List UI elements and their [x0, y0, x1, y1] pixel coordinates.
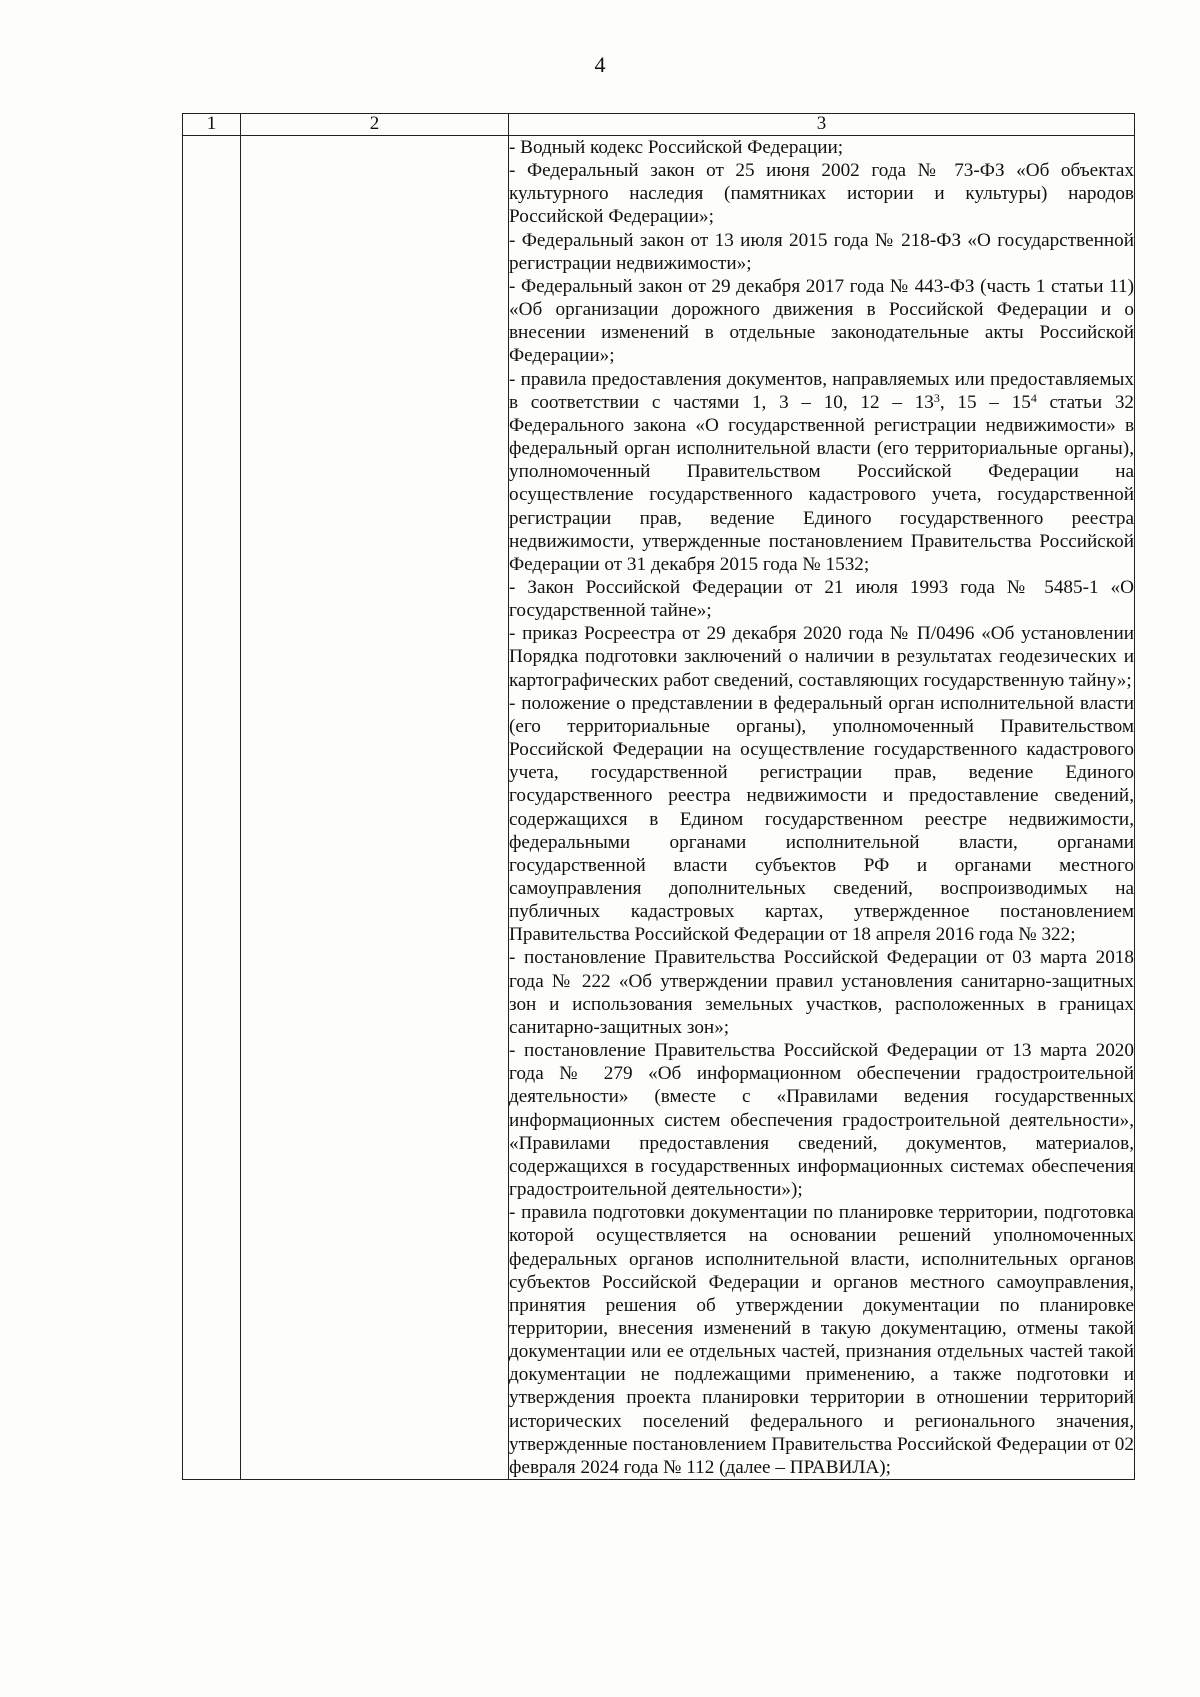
list-item-regulation-322: - положение о представлении в федеральный орган исполнительной власти (его территориальные органы), уполномоченный Правительством Российской Федерации на осуществление государственного кадастрового учета, государственной регистрации прав, ведение Единого государственного реестра недвижимости и предоставление сведений, содержащихся в Едином государственном реестре недвижимости, федеральными органами исполнительной власти, органами государственной власти субъектов РФ и органами местного самоуправления дополнительных сведений, воспроизводимых на публичных кадастровых картах, утвержденное постановлением Правительства Российской Федерации от 18 апреля 2016 года № 322; [509, 692, 1134, 946]
table-cell-col3 [509, 136, 1135, 1480]
table-row [183, 136, 1135, 1480]
legal-basis-table [182, 113, 1135, 1480]
list-item-law-73fz: - Федеральный закон от 25 июня 2002 года № 73-ФЗ «Об объектах культурного наследия (памятниках истории и культуры) народов Российской Федерации»; [509, 160, 1134, 228]
list-item-text: статьи 32 Федерального закона «О государственной регистрации недвижимости» в федеральный орган исполнительной власти (его территориальные органы), уполномоченный Правительством Российской Федерации на осуществление государственного кадастрового учета, государственной регистрации прав, ведение Единого государственного реестра недвижимости, утвержденные постановлением Правительства Российской Федерации от 31 декабря 2015 года № 1532; [509, 391, 1135, 575]
list-item-text: - правила предоставления документов, направляемых или предоставляемых в соответствии с частями 1, 3 – 10, 12 – 13 [509, 368, 1134, 413]
list-item-resolution-222: - постановление Правительства Российской Федерации от 03 марта 2018 года № 222 «Об утверждении правил установления санитарно-защитных зон и использования земельных участков, расположенных в границах санитарно-защитных зон»; [509, 947, 1134, 1038]
column-header-2: 2 [241, 114, 509, 136]
table-header-row [183, 114, 1135, 136]
superscript: 3 [933, 390, 940, 405]
list-item-water-code: - Водный кодекс Российской Федерации; [509, 137, 844, 158]
list-item-rules-document-submission [509, 368, 1134, 576]
list-item-text: , 15 – 15 [939, 391, 1031, 413]
list-item-rules-planning-documentation: - правила подготовки документации по планировке территории, подготовка которой осуществляется на основании решений уполномоченных федеральных органов исполнительной власти, исполнительных органов субъектов Российской Федерации и органов местного самоуправления, принятия решения об утверждении документации по планировке территории, внесения изменений в такую документацию, отмены такой документации или ее отдельных частей, признания отдельных частей такой документации не подлежащими применению, а также подготовки и утверждения проекта планировки территории в отношении территорий исторических поселений федерального и регионального значения, утвержденные постановлением Правительства Российской Федерации от 02 февраля 2024 года № 112 (далее – ПРАВИЛА); [509, 1202, 1134, 1478]
list-item-rosreestr-order: - приказ Росреестра от 29 декабря 2020 года № П/0496 «Об установлении Порядка подготовки заключений о наличии в результатах геодезических и картографических работ сведений, составляющих государственную тайну»; [509, 623, 1134, 691]
page-number: 4 [594, 52, 606, 77]
superscript: 4 [1030, 390, 1037, 405]
column-header-1: 1 [183, 114, 241, 136]
table-cell-col1 [183, 136, 241, 1480]
list-item-law-443fz: - Федеральный закон от 29 декабря 2017 года № 443-ФЗ (часть 1 статьи 11) «Об организации дорожного движения в Российской Федерации и о внесении изменений в отдельные законодательные акты Российской Федерации»; [509, 275, 1134, 367]
list-item-resolution-279: - постановление Правительства Российской Федерации от 13 марта 2020 года № 279 «Об информационном обеспечении градостроительной деятельности» (вместе с «Правилами ведения государственных информационных систем обеспечения градостроительной деятельности», «Правилами предоставления сведений, документов, материалов, содержащихся в государственных информационных системах обеспечения градостроительной деятельности»); [509, 1040, 1134, 1201]
column-header-3: 3 [509, 114, 1135, 136]
list-item-law-state-secret: - Закон Российской Федерации от 21 июля 1993 года № 5485-1 «О государственной тайне»; [509, 576, 1134, 622]
list-item-law-218fz: - Федеральный закон от 13 июля 2015 года № 218-ФЗ «О государственной регистрации недвижимости»; [509, 229, 1134, 274]
table-cell-col2 [241, 136, 509, 1480]
